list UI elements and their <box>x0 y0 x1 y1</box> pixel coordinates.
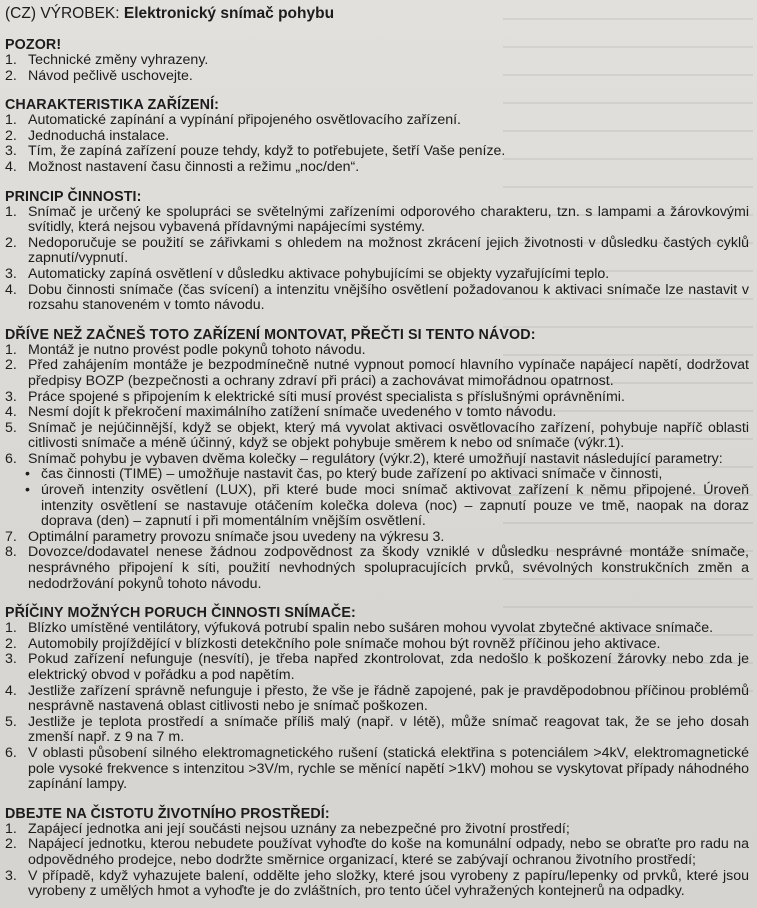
item-number: 2. <box>5 357 17 374</box>
item-number: 2. <box>5 836 17 853</box>
numbered-list <box>5 621 749 793</box>
section-heading: POZOR! <box>5 37 62 53</box>
item-text: Pokud zařízení nefunguje (nesvítí), je třeba napřed zkontrolovat, zda nedošlo k poškození žárovky nebo zda je elektrický obvod v pořádku a pod napětím. <box>28 651 749 683</box>
item-number: 1. <box>5 112 17 129</box>
list-item <box>5 129 749 145</box>
list-item <box>5 267 749 283</box>
list-item <box>5 113 749 129</box>
item-text: Návod pečlivě uschovejte. <box>28 67 193 84</box>
list-item <box>5 822 749 838</box>
item-text: Napájecí jednotku, kterou nebudete používat vyhoďte do koše na komunální odpady, nebo se obraťte pro radu na odpovědného prodejce, nebo dodržte směrnice organizací, které se zabývají ochranou životního prostředí; <box>28 836 749 868</box>
item-text: Možnost nastavení času činnosti a režimu „noc/den“. <box>28 158 360 175</box>
item-number: 7. <box>5 528 17 545</box>
item-number: 3. <box>5 651 17 668</box>
section <box>5 37 749 84</box>
item-text: Dovozce/dodavatel nenese žádnou zodpovědnost za škody vzniklé v důsledku nesprávné montáže snímače, nesprávného připojení k síti, použití nevhodných spolupracujících prvků, svévolných konstrukčních změn a nedodržování pokynů tohoto návodu. <box>28 544 749 592</box>
numbered-list <box>5 343 749 593</box>
item-text: Snímač pohybu je vybaven dvěma kolečky – regulátory (výkr.2), které umožňují nastavit následující parametry: <box>28 450 723 467</box>
item-text: Snímač je určený ke spolupráci se světelnými zařízeními odporového charakteru, tzn. s lampami a žárovkovými svítidly, která nejsou vybavená přídavnými napájecími systémy. <box>28 203 749 236</box>
item-text: V případě, když vyhazujete balení, oddělte jeho složky, které jsou vyrobeny z papíru/lepenky od prvků, které jsou vyrobeny z umělých hmot a vyhoďte je do zvláštních, pro tento účel vyhražených kontejnerů na odpadky. <box>28 867 749 900</box>
item-text: Dobu činnosti snímače (čas svícení) a intenzitu vnějšího osvětlení požadovanou k aktivaci snímače lze nastavit v rozsahu stanoveném v tomto návodu. <box>28 281 749 314</box>
section-heading: DŘÍVE NEŽ ZAČNEŠ TOTO ZAŘÍZENÍ MONTOVAT, PŘEČTI SI TENTO NÁVOD: <box>5 326 536 343</box>
list-item <box>5 358 749 389</box>
item-text: Nedoporučuje se použití se zářivkami s ohledem na možnost zkrácení jejich životnosti v důsledku častých cyklů zapnutí/vypnutí. <box>28 234 749 267</box>
item-number: 4. <box>5 158 17 175</box>
numbered-list <box>5 822 749 900</box>
item-number: 3. <box>5 867 17 884</box>
item-number: 8. <box>5 544 17 561</box>
item-number: 1. <box>5 203 17 220</box>
item-text: Technické změny vyhrazeny. <box>28 52 209 68</box>
section-heading: DBEJTE NA ČISTOTU ŽIVOTNÍHO PROSTŘEDÍ: <box>5 805 330 822</box>
list-item <box>5 405 749 421</box>
sub-item <box>5 483 749 530</box>
list-item <box>5 746 749 793</box>
section-heading: PRINCIP ČINNOSTI: <box>5 188 142 205</box>
section <box>5 605 749 793</box>
item-number: 2. <box>5 127 17 144</box>
list-item <box>5 144 749 160</box>
item-text: Tím, že zapíná zařízení pouze tehdy, když to potřebujete, šetří Vaše peníze. <box>28 143 506 160</box>
section-heading: PŘÍČINY MOŽNÝCH PORUCH ČINNOSTI SNÍMAČE: <box>5 605 356 622</box>
list-item <box>5 545 749 592</box>
item-number: 4. <box>5 281 17 298</box>
item-number: 1. <box>5 620 17 637</box>
list-item <box>5 715 749 746</box>
item-text: Automatické zapínání a vypínání připojeného osvětlovacího zařízení. <box>28 112 461 129</box>
bullet-icon: • <box>25 482 30 499</box>
item-number: 6. <box>5 744 17 761</box>
section <box>5 97 749 175</box>
item-number: 3. <box>5 388 17 405</box>
list-item <box>5 652 749 683</box>
list-item <box>5 837 749 868</box>
item-number: 5. <box>5 713 17 730</box>
item-text: Blízko umístěné ventilátory, výfuková potrubí spalin nebo sušáren mohou vyvolat zbytečné aktivace snímače. <box>28 620 714 637</box>
sub-item-text: úroveň intenzity osvětlení (LUX), při které bude moci snímač aktivovat zařízení k němu připojené. Úroveň intenzity osvětlení se nastavuje otáčením kolečka doleva (noc) – zapnutí pouze ve tmě, naopak na doraz doprava (den) – zapnutí i při momentálním vnějším osvětlení. <box>41 482 749 530</box>
item-number: 5. <box>5 419 17 436</box>
list-item <box>5 530 749 546</box>
section <box>5 806 749 900</box>
product-label: VÝROBEK: <box>40 5 120 22</box>
item-number: 1. <box>5 52 17 68</box>
product-title: Elektronický snímač pohybu <box>123 5 335 22</box>
list-item <box>5 343 749 359</box>
section-heading: CHARAKTERISTIKA ZAŘÍZENÍ: <box>5 97 220 114</box>
list-item <box>5 53 749 69</box>
item-number: 2. <box>5 635 17 652</box>
item-number: 3. <box>5 265 17 282</box>
item-text: Montáž je nutno provést podle pokynů tohoto návodu. <box>28 341 366 358</box>
list-item <box>5 421 749 452</box>
item-number: 1. <box>5 820 17 837</box>
item-text: Zapájecí jednotka ani její součásti nejsou uznány za nebezpečné pro životní prostředí; <box>28 820 570 837</box>
item-number: 4. <box>5 404 17 421</box>
item-text: Automobily projíždějící v blízkosti detekčního pole snímače mohou být rovněž příčinou jeho aktivace. <box>28 635 661 652</box>
item-number: 4. <box>5 682 17 699</box>
item-number: 1. <box>5 341 17 358</box>
item-text: Snímač je nejúčinnější, když se objekt, který má vyvolat aktivaci osvětlovacího zařízení, pohybuje napříč oblasti citlivosti snímače a méně účinný, když se objekt pohybuje směrem k nebo od snímače (výkr.1). <box>28 419 749 452</box>
list-item <box>5 205 749 236</box>
item-number: 3. <box>5 143 17 160</box>
list-item <box>5 236 749 267</box>
item-text: Nesmí dojít k překročení maximálního zatížení snímače uvedeného v tomto návodu. <box>28 404 557 421</box>
item-number: 6. <box>5 450 17 467</box>
document-header <box>5 4 749 23</box>
item-text: Jednoduchá instalace. <box>28 127 170 144</box>
list-item <box>5 637 749 653</box>
numbered-list <box>5 205 749 314</box>
item-text: V oblasti působení silného elektromagnetického rušení (statická elektřina s potenciálem >4kV, elektromagnetické pole vysoké frekvence s intenzitou >3V/m, rychle se měnící napětí >1kV) mohou se vyskytovat případy náhodného zapínání lampy. <box>28 744 749 793</box>
section <box>5 189 749 314</box>
item-text: Jestliže je teplota prostředí a snímače příliš malý (např. v létě), může snímač reagovat tak, že se jeho dosah zmenší např. z 9 na 7 m. <box>28 713 749 746</box>
item-text: Práce spojené s připojením k elektrické síti musí provést specialista s příslušnými oprávněními. <box>28 388 625 405</box>
list-item <box>5 621 749 637</box>
sub-item <box>5 467 749 483</box>
list-item <box>5 160 749 176</box>
sub-item-text: čas činnosti (TIME) – umožňuje nastavit čas, po který bude zařízení po aktivaci snímače v činnosti, <box>41 466 663 483</box>
item-number: 2. <box>5 234 17 251</box>
item-text: Optimální parametry provozu snímače jsou uvedeny na výkresu 3. <box>28 528 445 545</box>
section <box>5 327 749 593</box>
language-code: (CZ) <box>5 5 36 22</box>
list-item <box>5 390 749 406</box>
item-number: 2. <box>5 67 17 84</box>
item-text: Automaticky zapíná osvětlení v důsledku aktivace pohybujícími se objekty vyzařujícími teplo. <box>28 265 610 282</box>
list-item <box>5 684 749 715</box>
list-item <box>5 283 749 314</box>
document-body <box>5 37 749 900</box>
item-text: Před zahájením montáže je bezpodmínečně nutné vypnout pomocí hlavního vypínače napájecí napětí, dodržovat předpisy BOZP (bezpečnosti a ochrany zdraví při práci) a zachovávat mimořádnou opatrnost. <box>28 357 749 389</box>
list-item <box>5 869 749 900</box>
item-text: Jestliže zařízení správně nefunguje i přesto, že vše je řádně zapojené, pak je pravděpodobnou příčinou problémů nesprávně nastavená oblast citlivosti nebo je snímač poškozen. <box>28 682 749 715</box>
numbered-list <box>5 113 749 175</box>
list-item <box>5 452 749 468</box>
bullet-icon: • <box>25 466 30 483</box>
numbered-list <box>5 53 749 84</box>
list-item <box>5 69 749 85</box>
